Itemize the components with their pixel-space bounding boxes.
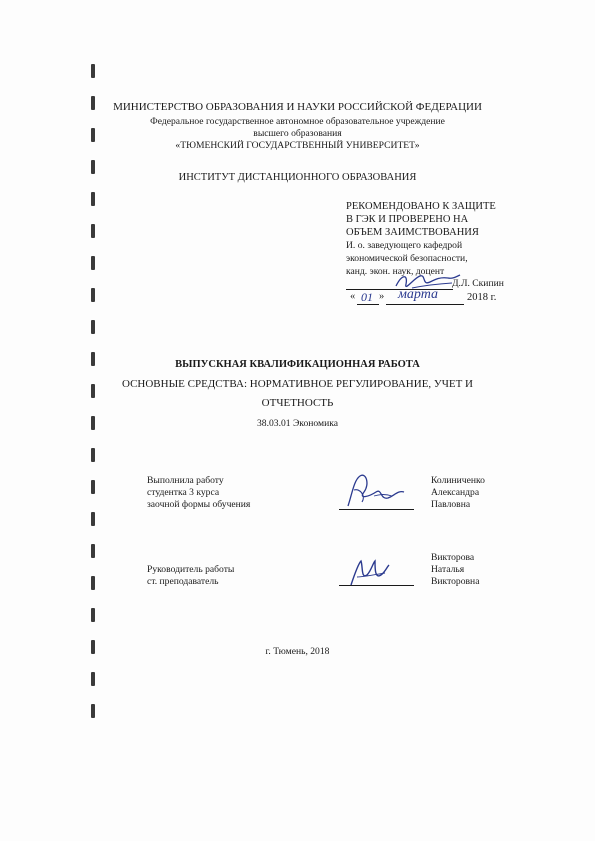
author-patronymic: Павловна [431,499,471,510]
approver-department: экономической безопасности, [346,253,468,264]
approver-name: Д.Л. Скипин [452,278,504,289]
binding-hole [91,288,95,302]
author-role-line-1: Выполнила работу [147,475,224,486]
author-signature [340,470,410,512]
topic-line-2: ОТЧЕТНОСТЬ [261,397,334,409]
binding-hole [91,192,95,206]
topic-line-1: ОСНОВНЫЕ СРЕДСТВА: НОРМАТИВНОЕ РЕГУЛИРОВАНИЕ, УЧЕТ И [121,378,473,390]
supervisor-role-line-2: ст. преподаватель [147,576,219,587]
ministry-line: МИНИСТЕРСТВО ОБРАЗОВАНИЯ И НАУКИ РОССИЙСКОЙ ФЕДЕРАЦИИ [113,101,482,113]
supervisor-surname: Викторова [431,552,475,563]
approval-line-1: РЕКОМЕНДОВАНО К ЗАЩИТЕ [346,201,496,212]
binding-hole [91,448,95,462]
supervisor-signature [345,557,395,589]
binding-hole [91,672,95,686]
education-level-line: высшего образования [253,128,342,139]
author-role-line-2: студентка 3 курса [147,487,220,498]
binding-hole [91,576,95,590]
binding-hole [91,64,95,78]
supervisor-name: Наталья [431,564,465,575]
date-month: марта [398,287,439,302]
supervisor-patronymic: Викторовна [431,576,480,587]
author-name: Александра [431,487,480,498]
date-year: 2018 г. [467,292,497,303]
city-year: г. Тюмень, 2018 [265,646,330,657]
date-month-line [386,304,464,305]
date-day: 01 [361,290,373,304]
approver-degree: канд. экон. наук, доцент [346,266,445,277]
institution-line: Федеральное государственное автономное образовательное учреждение [150,116,445,127]
specialty: 38.03.01 Экономика [256,418,338,429]
approver-position: И. о. заведующего кафедрой [346,240,463,251]
approval-line-3: ОБЪЕМ ЗАИМСТВОВАНИЯ [346,227,479,238]
binding-hole [91,256,95,270]
supervisor-role-line-1: Руководитель работы [147,564,235,575]
work-type: ВЫПУСКНАЯ КВАЛИФИКАЦИОННАЯ РАБОТА [175,359,420,370]
binding-hole [91,512,95,526]
approval-line-2: В ГЭК И ПРОВЕРЕНО НА [346,214,469,225]
binding-hole [91,608,95,622]
author-role-line-3: заочной формы обучения [147,499,251,510]
author-surname: Колиниченко [431,475,485,486]
institute-name: ИНСТИТУТ ДИСТАНЦИОННОГО ОБРАЗОВАНИЯ [178,172,417,183]
date-close-quote: » [379,291,385,302]
binding-hole [91,224,95,238]
binding-hole [91,704,95,718]
university-name: «ТЮМЕНСКИЙ ГОСУДАРСТВЕННЫЙ УНИВЕРСИТЕТ» [175,140,420,151]
binding-hole [91,320,95,334]
binding-hole [91,480,95,494]
binding-hole [91,544,95,558]
date-open-quote: « [350,291,356,302]
